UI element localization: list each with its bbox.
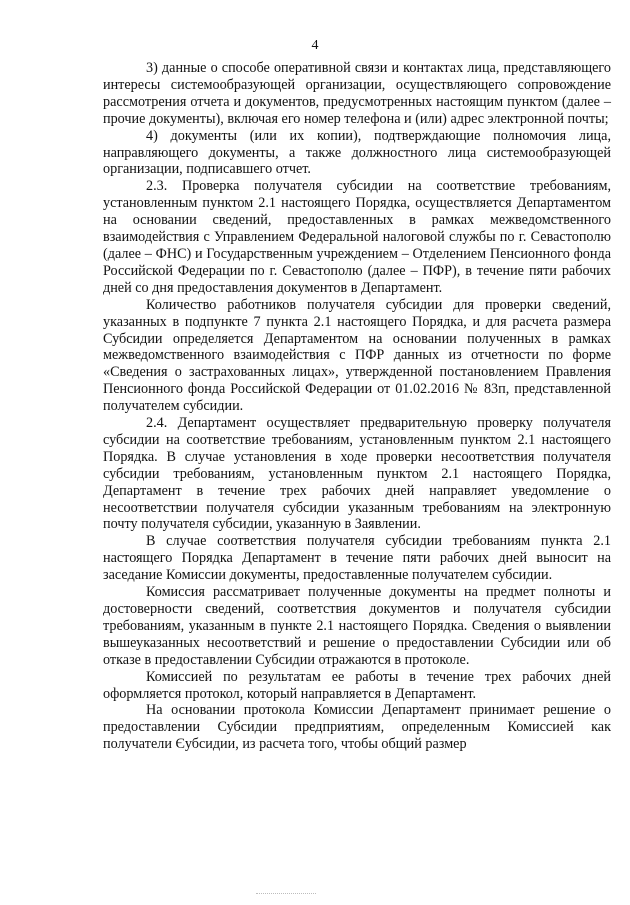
- document-body: [103, 60, 611, 753]
- paragraph-employee-count: Количество работников получателя субсидии для проверки сведений, указанных в подпункте 7 пункта 2.1 настоящего Порядка, и для расчета размера Субсидии определяется Департаментом на основании полученных в рамках межведомственного взаимодействия с ПФР данных из отчетности по форме «Сведения о застрахованных лицах», утвержденной постановлением Правления Пенсионного фонда Российской Федерации от 01.02.2016 № 83п, представленной получателем субсидии.: [103, 296, 611, 415]
- paragraph-decision: На основании протокола Комиссии Департамент принимает решение о предоставлении Субсидии предприятиям, определенным Комиссией как получатели Єубсидии, из расчета того, чтобы общий размер: [103, 702, 611, 753]
- paragraph-authority-documents: 4) документы (или их копии), подтверждающие полномочия лица, направляющего документы, а также должностного лица системообразующей организации, подписавшего отчет.: [103, 127, 611, 178]
- page-number: 4: [311, 38, 319, 53]
- paragraph-commission-review: Комиссия рассматривает полученные документы на предмет полноты и достоверности сведений, соответствия документов и получателя субсидии требованиям, указанным в пункте 2.1 настоящего Порядка. Сведения о выявлении вышеуказанных несоответствий и решение о предоставлении Субсидии или об отказе в предоставлении Субсидии отражаются в протоколе.: [103, 584, 611, 668]
- paragraph-compliance-case: В случае соответствия получателя субсидии требованиям пункта 2.1 настоящего Порядка Департамент в течение пяти рабочих дней выносит на заседание Комиссии документы, предоставленные получателем субсидии.: [103, 533, 611, 584]
- paragraph-contact-details: 3) данные о способе оперативной связи и контактах лица, представляющего интересы системообразующей организации, осуществляющего сопровождение рассмотрения отчета и документов, предусмотренных настоящим пунктом (далее – прочие документы), включая его номер телефона и (или) адрес электронной почты;: [103, 60, 611, 127]
- scan-artifact: [256, 893, 316, 896]
- paragraph-2-4-preliminary-check: 2.4. Департамент осуществляет предварительную проверку получателя субсидии на соответствие требованиям, установленным пунктом 2.1 настоящего Порядка. В случае установления в ходе проверки несоответствия получателя субсидии требованиям, установленным пунктом 2.1 настоящего Порядка, Департамент в течение трех рабочих дней направляет уведомление о несоответствии получателя субсидии указанным требованиям на электронную почту получателя субсидии, указанную в Заявлении.: [103, 415, 611, 533]
- paragraph-2-3-verification: 2.3. Проверка получателя субсидии на соответствие требованиям, установленным пунктом 2.1 настоящего Порядка, осуществляется Департаментом на основании сведений, предоставленных в рамках межведомственного взаимодействия с Управлением Федеральной налоговой службы по г. Севастополю (далее – ФНС) и Государственным учреждением – Отделением Пенсионного фонда Российской Федерации по г. Севастополю (далее – ПФР), в течение пяти рабочих дней со дня предоставления документов в Департамент.: [103, 178, 611, 296]
- paragraph-protocol: Комиссией по результатам ее работы в течение трех рабочих дней оформляется протокол, который направляется в Департамент.: [103, 668, 611, 702]
